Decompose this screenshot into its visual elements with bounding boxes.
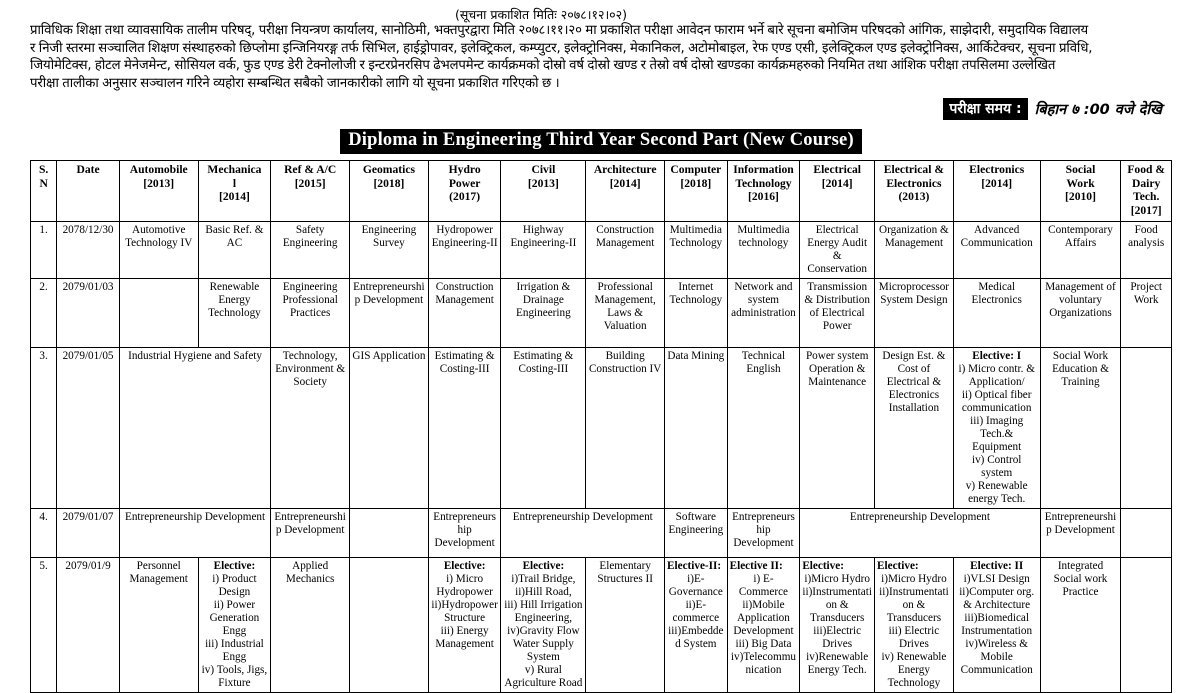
col-sn: S. N <box>31 161 57 222</box>
col-social-work: Social Work [2010] <box>1040 161 1121 222</box>
cell-automobile-mechanical-merged: Entrepreneurship Development <box>119 509 270 558</box>
cell-date: 2079/01/05 <box>57 348 120 509</box>
cell-social-work: Management of voluntary Organizations <box>1040 279 1121 348</box>
cell-hydro: Entrepreneurship Development <box>428 509 501 558</box>
cell-automobile-mechanical-merged: Industrial Hygiene and Safety <box>119 348 270 509</box>
cell-social-work: Entrepreneurship Development <box>1040 509 1121 558</box>
notice-line-1: प्राविधिक शिक्षा तथा व्यावसायिक तालीम परिषद्, परीक्षा नियन्त्रण कार्यालय, सानोठिमी, भक्तपुरद्वारा मिति २०७८।११।२० मा प्रकाशित परीक्षा आवेदन फाराम भर्ने बारे सूचना बमोजिम परिषदको आंगिक, साझेदारी, समुदायिक विद्यालय <box>30 23 1089 38</box>
cell-social-work: Integrated Social work Practice <box>1040 558 1121 693</box>
elective-heading: Elective: <box>877 560 919 573</box>
col-hydro-power: Hydro Power (2017) <box>428 161 501 222</box>
cell-date: 2078/12/30 <box>57 222 120 279</box>
notice-line-4: परीक्षा तालीका अनुसार सञ्चालन गरिने व्यहोरा सम्बन्धित सबैको जानकारीको लागि यो सूचना प्रकाशित गरिएको छ । <box>30 75 560 91</box>
cell-computer: Multimedia Technology <box>665 222 728 279</box>
cell-hydro: Hydropower Engineering-II <box>428 222 501 279</box>
cell-computer-elective: Elective-II: i)E-Governance ii)E-commerce iii)Embedded System <box>665 558 728 693</box>
cell-mechanical: Basic Ref. & AC <box>198 222 271 279</box>
cell-food-dairy: Project Work <box>1121 279 1172 348</box>
cell-sn: 2. <box>31 279 57 348</box>
table-row <box>31 222 1172 279</box>
cell-civil: Estimating & Costing-III <box>501 348 586 509</box>
notice-line-3: जियोमेटिक्स, होटल मेनेजमेन्ट, सोसियल वर्क, फुड एण्ड डेरी टेक्नोलोजी र इन्टरप्रेनरसिप ढेभलपमेन्ट कार्यक्रमको दोस्रो वर्ष दोस्रो खण्ड र तेस्रो वर्ष दोस्रो खण्डका कार्यक्रमहरुको नियमित तथा आंशिक परीक्षा तपसिलमा उल्लेखित <box>30 58 1056 74</box>
cell-elec-electronics: Microprocessor System Design <box>875 279 954 348</box>
elective-heading: Elective-II: <box>667 560 722 573</box>
table-header <box>31 161 1172 222</box>
cell-electrical-group-merged: Entrepreneurship Development <box>800 509 1040 558</box>
cell-computer: Software Engineering <box>665 509 728 558</box>
elective-heading: Elective: I <box>972 350 1022 363</box>
cell-hydro: Construction Management <box>428 279 501 348</box>
cell-mechanical-elective: Elective: i) Product Design ii) Power Generation Engg iii) Industrial Engg iv) Tools, Jigs, Fixture <box>198 558 271 693</box>
cell-civil-architecture-merged: Entrepreneurship Development <box>501 509 665 558</box>
cell-electrical-elective: Elective: i)Micro Hydro ii)Instrumentation & Transducers iii)Electric Drives iv)Renewable Energy Tech. <box>800 558 875 693</box>
cell-ref-ac: Safety Engineering <box>271 222 350 279</box>
cell-social-work: Contemporary Affairs <box>1040 222 1121 279</box>
cell-electronics-elective: Elective: II i)VLSI Design ii)Computer org. & Architecture iii)Biomedical Instrumentation iv)Wireless & Mobile Communication <box>953 558 1040 693</box>
table-row <box>31 279 1172 348</box>
cell-ref-ac: Entrepreneurship Development <box>271 509 350 558</box>
cell-hydro-elective: Elective: i) Micro Hydropower ii)Hydropower Structure iii) Energy Management <box>428 558 501 693</box>
cell-ref-ac: Applied Mechanics <box>271 558 350 693</box>
cell-computer: Data Mining <box>665 348 728 509</box>
table-row <box>31 558 1172 693</box>
cell-food-dairy <box>1121 509 1172 558</box>
exam-time-value: बिहान ७ :00 वजे देखि <box>1034 102 1162 119</box>
title-row <box>30 129 1172 154</box>
col-architecture: Architecture [2014] <box>586 161 665 222</box>
table-row <box>31 509 1172 558</box>
cell-architecture: Elementary Structures II <box>586 558 665 693</box>
cell-electrical: Transmission & Distribution of Electrical Power <box>800 279 875 348</box>
cell-ref-ac: Technology, Environment & Society <box>271 348 350 509</box>
cell-geomatics <box>350 509 429 558</box>
cell-social-work: Social Work Education & Training <box>1040 348 1121 509</box>
cell-sn: 1. <box>31 222 57 279</box>
elective-heading: Elective: <box>213 560 256 573</box>
cell-date: 2079/01/03 <box>57 279 120 348</box>
notice-line-2: र निजी स्तरमा सञ्चालित शिक्षण संस्थाहरुको छिप्लोमा इन्जिनियरङ्ग तर्फ सिभिल, हाईड्रोपावर, इलेक्ट्रिकल, कम्प्युटर, इलेक्ट्रोनिक्स, मेकानिकल, अटोमोबाइल, रेफ एण्ड एसी, इलेक्ट्रिकल एण्ड इलेक्ट्रोनिक्स, आर्किटेक्चर, सूचना प्रविधि, <box>30 40 1093 56</box>
cell-automobile: Automotive Technology IV <box>119 222 198 279</box>
cell-electrical: Power system Operation & Maintenance <box>800 348 875 509</box>
table-header-row <box>31 161 1172 222</box>
cell-automobile <box>119 279 198 348</box>
cell-date: 2079/01/9 <box>57 558 120 693</box>
cell-geomatics: Engineering Survey <box>350 222 429 279</box>
cell-geomatics: Entrepreneurship Development <box>350 279 429 348</box>
elective-heading: Elective: <box>522 560 565 573</box>
col-date: Date <box>57 161 120 222</box>
cell-architecture: Construction Management <box>586 222 665 279</box>
cell-computer: Internet Technology <box>665 279 728 348</box>
cell-geomatics <box>350 558 429 693</box>
elective-heading: Elective: <box>802 560 844 573</box>
col-geomatics: Geomatics [2018] <box>350 161 429 222</box>
cell-sn: 3. <box>31 348 57 509</box>
cell-food-dairy <box>1121 558 1172 693</box>
cell-civil: Irrigation & Drainage Engineering <box>501 279 586 348</box>
cell-it-elective: Elective II: i) E-Commerce ii)Mobile Application Development iii) Big Data iv)Telecommunication <box>727 558 800 693</box>
col-mechanical: Mechanica l [2014] <box>198 161 271 222</box>
cell-food-dairy <box>1121 348 1172 509</box>
table-row <box>31 348 1172 509</box>
cell-elec-electronics: Organization & Management <box>875 222 954 279</box>
cell-it: Technical English <box>727 348 800 509</box>
col-automobile: Automobile [2013] <box>119 161 198 222</box>
cell-mechanical: Renewable Energy Technology <box>198 279 271 348</box>
elective-heading: Elective: <box>443 560 486 573</box>
cell-civil-elective: Elective: i)Trail Bridge, ii)Hill Road, iii) Hill Irrigation Engineering, iv)Gravity Flow Water Supply System v) Rural Agriculture Road <box>501 558 586 693</box>
exam-time-row <box>30 98 1162 120</box>
cell-architecture: Building Construction IV <box>586 348 665 509</box>
cell-geomatics: GIS Application <box>350 348 429 509</box>
cell-electronics-elective: Elective: I i) Micro contr. & Application/ ii) Optical fiber communication iii) Imaging Tech.& Equipment iv) Control system v) Renewable energy Tech. <box>953 348 1040 509</box>
cell-date: 2079/01/07 <box>57 509 120 558</box>
cell-ref-ac: Engineering Professional Practices <box>271 279 350 348</box>
cell-electronics: Medical Electronics <box>953 279 1040 348</box>
col-civil: Civil [2013] <box>501 161 586 222</box>
col-electrical-electronics: Electrical & Electronics (2013) <box>875 161 954 222</box>
cell-elec-electronics-elective: Elective: i)Micro Hydro ii)Instrumentation & Transducers iii) Electric Drives iv) Renewable Energy Technology <box>875 558 954 693</box>
cell-architecture: Professional Management, Laws & Valuation <box>586 279 665 348</box>
cell-it: Multimedia technology <box>727 222 800 279</box>
cell-sn: 4. <box>31 509 57 558</box>
notice-publish-date: (सूचना प्रकाशित मितिः २०७८।१२।०२) <box>454 7 628 22</box>
page-title: Diploma in Engineering Third Year Second Part (New Course) <box>340 129 862 154</box>
cell-elec-electronics: Design Est. & Cost of Electrical & Electronics Installation <box>875 348 954 509</box>
cell-it: Entrepreneurship Development <box>727 509 800 558</box>
elective-heading: Elective II: <box>729 560 783 573</box>
table-body <box>31 222 1172 693</box>
col-electronics: Electronics [2014] <box>953 161 1040 222</box>
notice-paragraph <box>30 22 1172 92</box>
col-electrical: Electrical [2014] <box>800 161 875 222</box>
exam-routine-table <box>30 160 1172 693</box>
exam-time-label: परीक्षा समय : <box>943 98 1027 120</box>
cell-electronics: Advanced Communication <box>953 222 1040 279</box>
col-food-dairy: Food & Dairy Tech. [2017] <box>1121 161 1172 222</box>
cell-electrical: Electrical Energy Audit & Conservation <box>800 222 875 279</box>
cell-civil: Highway Engineering-II <box>501 222 586 279</box>
col-computer: Computer [2018] <box>665 161 728 222</box>
col-ref-ac: Ref & A/C [2015] <box>271 161 350 222</box>
cell-it: Network and system administration <box>727 279 800 348</box>
cell-sn: 5. <box>31 558 57 693</box>
cell-food-dairy: Food analysis <box>1121 222 1172 279</box>
col-information-technology: Information Technology [2016] <box>727 161 800 222</box>
elective-heading: Elective: II <box>970 560 1024 573</box>
cell-automobile: Personnel Management <box>119 558 198 693</box>
cell-hydro: Estimating & Costing-III <box>428 348 501 509</box>
